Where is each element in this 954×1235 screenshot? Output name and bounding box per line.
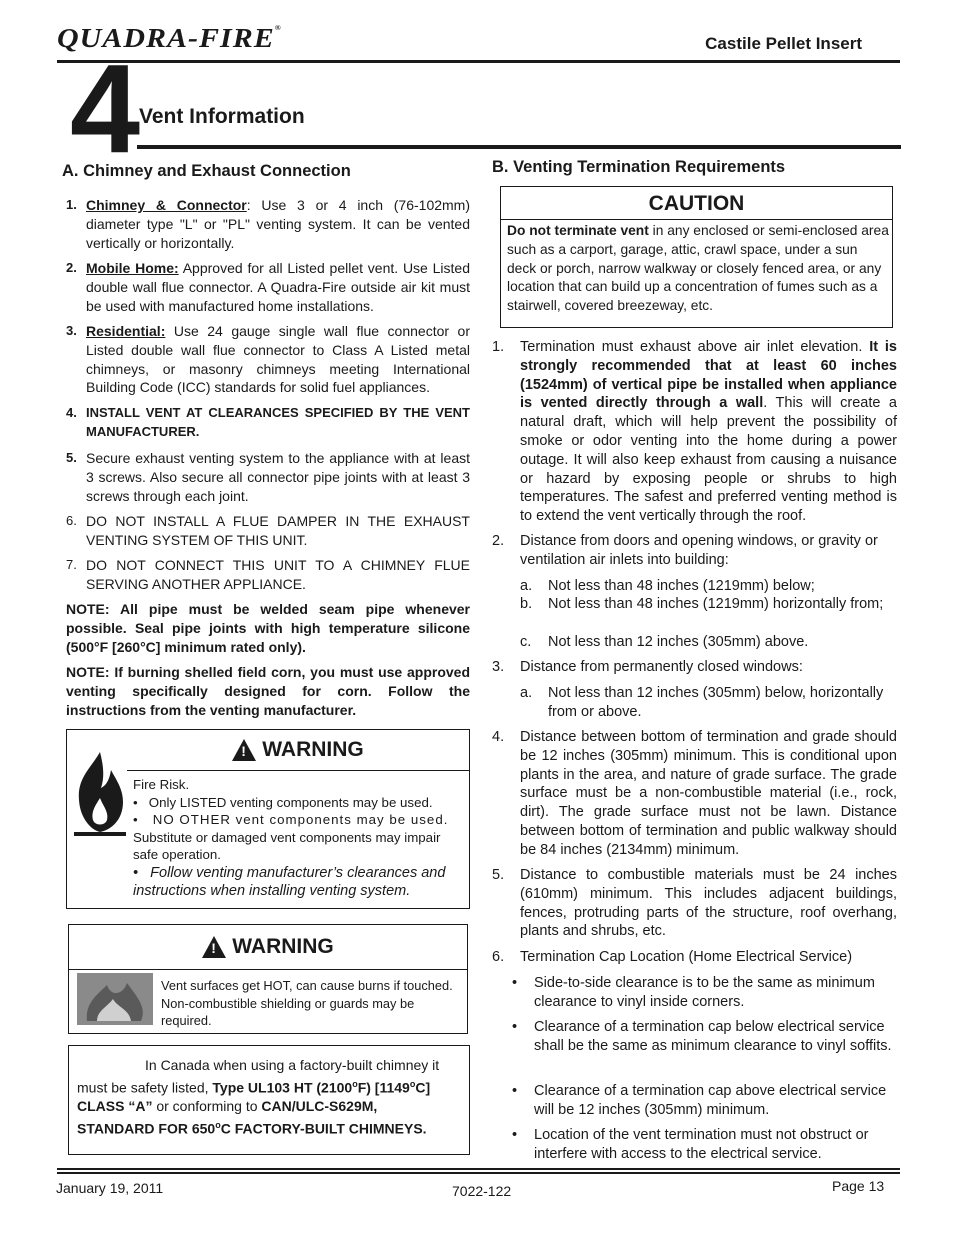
caution-title: CAUTION — [501, 187, 892, 220]
canada-notice-box — [68, 1045, 470, 1155]
footer-doc-number: 7022-122 — [452, 1183, 512, 1199]
list-item: 2. Distance from doors and opening windows, or gravity or ventilation air inlets into building: — [492, 533, 878, 568]
header-rule — [57, 60, 900, 63]
list-item: 3. Distance from permanently closed windows: — [492, 659, 803, 675]
list-item: 4. INSTALL VENT AT CLEARANCES SPECIFIED BY THE VENT MANUFACTURER. — [66, 405, 470, 439]
flame-icon — [71, 748, 129, 838]
section-rule — [137, 145, 901, 149]
note-corn: NOTE: If burning shelled field corn, you must use approved venting specifically designed for corn. Follow the instructions from the venting manufacturer. — [66, 664, 470, 718]
warning-hot-text: Vent surfaces get HOT, can cause burns if touched. Non-combustible shielding or guards may be required. — [161, 978, 453, 1028]
warning-triangle-icon: ! — [202, 936, 226, 958]
warning-triangle-icon: ! — [232, 739, 256, 761]
bullet-item: • Clearance of a termination cap below electrical service shall be the same as minimum clearance to vinyl soffits. — [512, 1019, 892, 1054]
list-item: 3. Residential: Use 24 gauge single wall flue connector or Listed double wall flue connector to Class A Listed metal chimneys, or masonry chimneys meeting International Building Code (ICC) standards for solid fuel appliances. — [66, 323, 470, 396]
list-item: 4. Distance between bottom of termination and grade should be 12 inches (305mm) minimum. This is conditional upon plants in the area, and nature of grade surface. The grade surface must be a non-combustible material (i.e., rock, dirt). The grade surface must not be lawn. Distance between bottom of termination and public walkway should be 84 inches (2134mm) minimum. — [492, 729, 897, 858]
warning-fire-text: Fire Risk. • Only LISTED venting components may be used. • NO OTHER vent components may be used. Substitute or damaged vent components may impair safe operation. • Follow venting manufacturer’s clearances and instructions when installing venting system. — [133, 777, 449, 899]
list-item: 1. Chimney & Connector: Use 3 or 4 inch (76-102mm) diameter type "L" or "PL" venting system. It can be vented vertically or horizontally. — [66, 197, 470, 251]
bullet-item: • Clearance of a termination cap above electrical service will be 12 inches (305mm) minimum. — [512, 1083, 887, 1118]
bullet-item: • Side-to-side clearance is to be the same as minimum clearance to vinyl inside corners. — [512, 975, 875, 1010]
warning-hot-box — [68, 924, 468, 1034]
heading-termination: B. Venting Termination Requirements — [492, 158, 786, 176]
footer-rule — [57, 1168, 900, 1170]
list-item: 2. Mobile Home: Approved for all Listed pellet vent. Use Listed double wall flue connector. A Quadra-Fire outside air kit must be used with manufactured home installations. — [66, 260, 470, 314]
list-subitem: b. Not less than 48 inches (1219mm) horizontally from; — [520, 596, 884, 612]
canada-notice-text: In Canada when using a factory-built chimney it must be safety listed, Type UL103 HT (2100$^o$F) [1149$^o$C] CLASS “A” or conforming to CAN/ULC-S629M, STANDARD FOR 650$^o$C FACTORY-BUILT CHIMNEYS. — [77, 1057, 440, 1137]
footer-rule — [57, 1172, 900, 1174]
heading-chimney: A. Chimney and Exhaust Connection — [62, 162, 351, 180]
list-item: 6. Termination Cap Location (Home Electrical Service) — [492, 949, 853, 965]
list-item: 5. Secure exhaust venting system to the appliance with at least 3 screws. Also secure all connector pipe joints with at least 3 screws through each joint. — [66, 450, 470, 504]
product-name: Castile Pellet Insert — [705, 34, 862, 53]
warning-title: ! WARNING — [69, 925, 467, 970]
list-subitem: a. Not less than 48 inches (1219mm) below; — [520, 578, 815, 594]
section-title: Vent Information — [139, 105, 305, 128]
bullet-item: • Location of the vent termination must not obstruct or interfere with access to the electrical service. — [512, 1127, 869, 1162]
list-item: 6. DO NOT INSTALL A FLUE DAMPER IN THE EXHAUST VENTING SYSTEM OF THIS UNIT. — [66, 513, 470, 548]
footer-page-number: Page 13 — [832, 1178, 885, 1194]
list-subitem: a. Not less than 12 inches (305mm) below, horizontally from or above. — [520, 685, 884, 720]
list-item: 1. Termination must exhaust above air inlet elevation. It is strongly recommended that at least 60 inches (1524mm) of vertical pipe be installed when appliance is vented directly through a wall. This will create a natural draft, which will help prevent the possibility of smoke or odor venting into the home during a power outage. It will also keep exhaust from causing a nuisance or hazard by exposing people or shrubs to high temperatures. The safest and preferred venting method is to extend the vent vertically through the roof. — [492, 339, 897, 525]
list-item: 5. Distance to combustible materials must be 24 inches (610mm) minimum. This includes adjacent buildings, fences, protruding parts of the structure, roof overhang, plants and shrubs, etc. — [492, 867, 897, 940]
footer-date: January 19, 2011 — [56, 1180, 164, 1196]
hot-surface-icon — [77, 973, 153, 1025]
note-pipe: NOTE: All pipe must be welded seam pipe whenever possible. Seal pipe joints with high temperature silicone (500°F [260°C] minimum rated only). — [66, 601, 470, 655]
caution-text: Do not terminate vent in any enclosed or semi-enclosed area such as a carport, garage, attic, crawl space, under a sun deck or porch, narrow walkway or closely fenced area, or any location that can build up a concentration of fumes such as a stairwell, covered breezeway, etc. — [507, 223, 889, 314]
section-number: 4 — [70, 38, 137, 179]
warning-title: ! WARNING — [127, 730, 469, 771]
caution-box — [500, 186, 893, 328]
list-subitem: c. Not less than 12 inches (305mm) above. — [520, 634, 809, 650]
warning-fire-box — [66, 729, 470, 909]
brand-logo: QUADRA-FIRE® — [57, 23, 282, 54]
list-item: 7. DO NOT CONNECT THIS UNIT TO A CHIMNEY FLUE SERVING ANOTHER APPLIANCE. — [66, 557, 470, 592]
